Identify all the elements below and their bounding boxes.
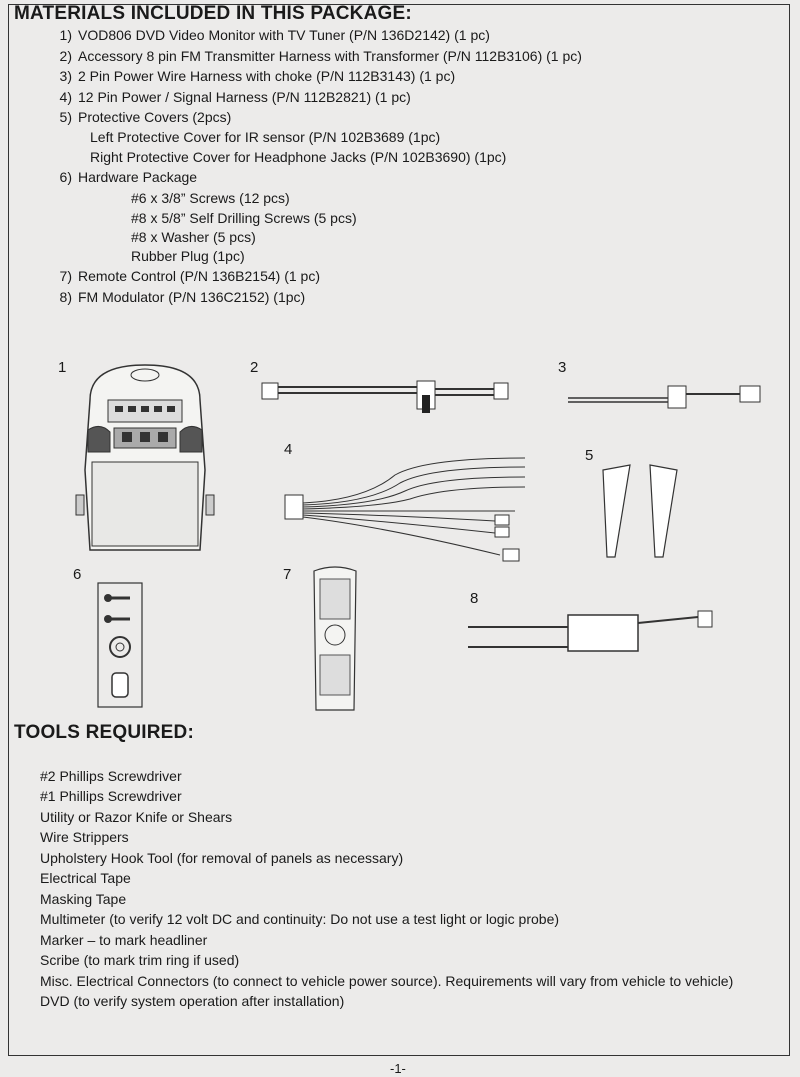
tool-item: #1 Phillips Screwdriver <box>40 788 182 804</box>
hardware-item: Rubber Plug (1pc) <box>131 248 245 264</box>
tool-item: Utility or Razor Knife or Shears <box>40 809 233 825</box>
power-harness-illustration <box>568 378 768 408</box>
cover-left: Left Protective Cover for IR sensor (P/N 102B3689 (1pc) <box>90 129 441 145</box>
tool-item: Scribe (to mark trim ring if used) <box>40 952 240 968</box>
page-number: -1- <box>390 1061 406 1076</box>
tool-item: Misc. Electrical Connectors (to connect to vehicle power source). Requirements will vary from vehicle to vehicle) <box>40 973 734 989</box>
figure-label-6: 6 <box>73 566 82 583</box>
figure-label-5: 5 <box>585 447 594 464</box>
figure-label-2: 2 <box>250 359 259 376</box>
signal-harness-illustration <box>285 455 535 575</box>
tool-item: #2 Phillips Screwdriver <box>40 768 182 784</box>
hardware-illustration <box>98 583 143 708</box>
fm-modulator-illustration <box>468 605 718 655</box>
materials-heading: MATERIALS INCLUDED IN THIS PACKAGE: <box>14 3 412 24</box>
tool-item: Wire Strippers <box>40 829 129 845</box>
tools-heading: TOOLS REQUIRED: <box>14 722 194 743</box>
figure-label-8: 8 <box>470 590 479 607</box>
cover-right: Right Protective Cover for Headphone Jacks (P/N 102B3690) (1pc) <box>90 149 507 165</box>
remote-control-illustration <box>310 565 360 715</box>
tool-item: Upholstery Hook Tool (for removal of panels as necessary) <box>40 850 404 866</box>
hardware-item: #6 x 3/8” Screws (12 pcs) <box>131 190 290 206</box>
tool-item: Electrical Tape <box>40 870 131 886</box>
dvd-monitor-illustration <box>70 360 220 560</box>
figure-label-3: 3 <box>558 359 567 376</box>
figure-label-7: 7 <box>283 566 292 583</box>
figure-label-1: 1 <box>58 359 67 376</box>
tool-item: Masking Tape <box>40 891 127 907</box>
tool-item: Multimeter (to verify 12 volt DC and continuity: Do not use a test light or logic probe) <box>40 911 560 927</box>
hardware-item: #8 x Washer (5 pcs) <box>131 229 256 245</box>
protective-covers-illustration <box>595 465 685 560</box>
fm-harness-illustration <box>262 375 512 415</box>
tool-item: DVD (to verify system operation after installation) <box>40 993 345 1009</box>
tool-item: Marker – to mark headliner <box>40 932 208 948</box>
hardware-item: #8 x 5/8” Self Drilling Screws (5 pcs) <box>131 210 357 226</box>
figure-label-4: 4 <box>284 441 293 458</box>
